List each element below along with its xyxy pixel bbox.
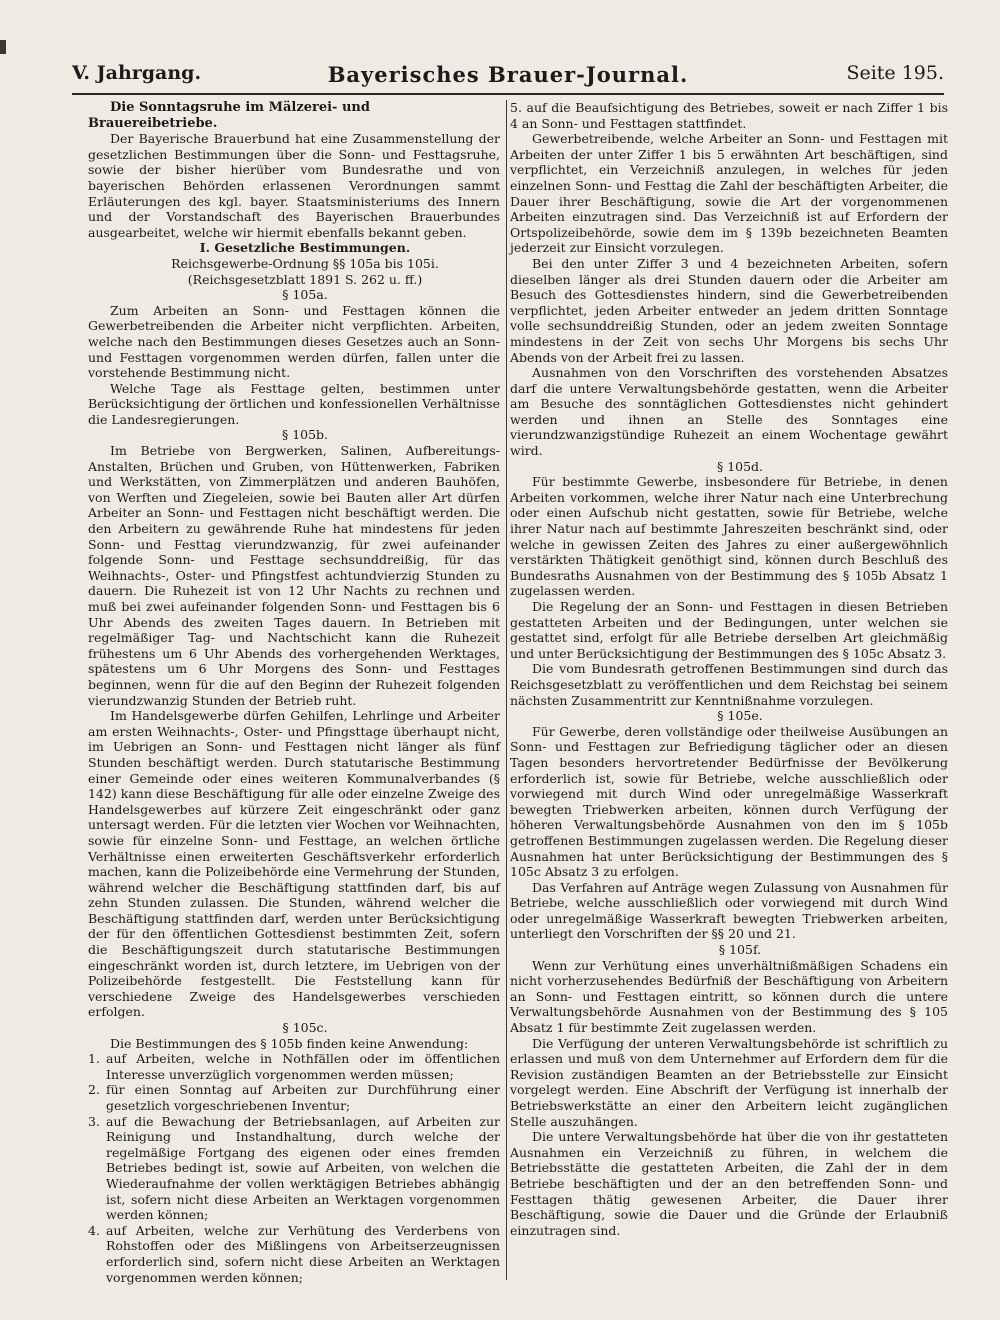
paragraph-105e-text-2: Das Verfahren auf Anträge wegen Zulassung von Ausnahmen für Betriebe, welche ausschließlich oder vorwiegend mit durch Wind oder unregelmäßige Wasserkraft bewegten Triebwerken arbeiten, unterliegt den Vorschriften der §§ 20 und 21. — [510, 879, 948, 942]
page-header — [72, 62, 944, 90]
paragraph-105d-text-2: Die Regelung der an Sonn- und Festtagen in diesen Betrieben gestatteten Arbeiten und der Bedingungen, unter welchen sie gestattet sind, erfolgt für alle Betriebe derselben Art gleichmäßig und unter Berücksichtigung der Bestimmungen des § 105c Absatz 3. — [510, 599, 948, 661]
list-item-text: für einen Sonntag auf Arbeiten zur Durchführung einer gesetzlich vorgeschriebenen Inventur; — [106, 1082, 500, 1113]
list-item-text: auf Arbeiten, welche zur Verhütung des Verderbens von Rohstoffen oder des Mißlingens von Arbeitserzeugnissen erforderlich sind, sofern nicht diese Arbeiten an Werktagen vorgenommen werden können; — [106, 1222, 500, 1285]
intro-paragraph: Der Bayerische Brauerbund hat eine Zusammenstellung der gesetzlichen Bestimmungen über die Sonn- und Festtagsruhe, sowie der bisher hierüber vom Bundesrathe und von bayerischen Behörden erlassenen Verordnungen sammt Erläuterungen des kgl. bayer. Staatsministeriums des Innern und der Vorstandschaft des Bayerischen Brauerbundes ausgearbeitet, welche wir hiermit ebenfalls bekannt geben. — [88, 131, 500, 240]
paragraph-105f-text-1: Wenn zur Verhütung eines unverhältnißmäßigen Schadens ein nicht vorherzusehendes Bedürfniß der Beschäftigung von Arbeitern an Sonn- und Festtagen eintritt, so können durch die untere Verwaltungsbehörde Ausnahmen von der Bestimmung des § 105 Absatz 1 für bestimmte Zeit zugelassen werden. — [510, 957, 948, 1036]
paragraph-105e-text-1: Für Gewerbe, deren vollständige oder theilweise Ausübungen an Sonn- und Festtagen zur Befriedigung täglicher oder an diesen Tagen besonders hervortretender Bedürfnisse der Bevölkerung erforderlich ist, sowie für Betriebe, welche ausschließlich oder vorwiegend mit durch Wind oder unregelmäßige Wasserkraft bewegten Triebwerken arbeiten, können durch Verfügung der höheren Verwaltungsbehörde Ausnahmen von den im § 105b getroffenen Bestimmungen zugelassen werden. Die Regelung dieser Ausnahmen hat unter Berücksichtigung der Bestimmungen des § 105c Absatz 3 zu erfolgen. — [510, 723, 948, 880]
list-item-text: auf Arbeiten, welche in Nothfällen oder im öffentlichen Interesse unverzüglich vorgenommen werden müssen; — [106, 1051, 500, 1082]
list-item-number: 2. — [88, 1082, 100, 1098]
paragraph-105f-heading: § 105f. — [718, 942, 762, 958]
paragraph-105c-text-3: Ausnahmen von den Vorschriften des vorstehenden Absatzes darf die untere Verwaltungsbehörde gestatten, wenn die Arbeiter am Besuche des sonntäglichen Gottesdienstes nicht gehindert werden und ihnen an Stelle des Sonntages eine vierundzwanzigstündige Ruhezeit an einem Wochentage gewährt wird. — [510, 365, 948, 459]
article-title: Die Sonntagsruhe im Mälzerei- und Brauereibetriebe. — [88, 100, 370, 131]
paragraph-105c-text-1: Gewerbetreibende, welche Arbeiter an Sonn- und Festtagen mit Arbeiten der unter Ziffer 1 bis 5 erwähnten Art beschäftigen, sind verpflichtet, ein Verzeichniß anzulegen, in welches für jeden einzelnen Sonn- und Festtag die Zahl der beschäftigten Arbeiter, die Dauer ihrer Beschäftigung, sowie die Art der vorgenommenen Arbeiten einzutragen sind. Das Verzeichniß ist auf Erfordern der Ortspolizeibehörde, sowie dem im § 139b bezeichneten Beamten jederzeit zur Einsicht vorzulegen. — [510, 131, 948, 256]
journal-title: Bayerisches Brauer-Journal. — [327, 62, 689, 87]
paragraph-105c-intro: Die Bestimmungen des § 105b finden keine Anwendung: — [110, 1035, 469, 1051]
paragraph-105f-text-2: Die Verfügung der unteren Verwaltungsbehörde ist schriftlich zu erlassen und muß von dem Unternehmer auf Erfordern dem für die Revision zuständigen Beamten an der Betriebsstelle zur Einsicht vorgelegt werden. Eine Abschrift der Verfügung ist innerhalb der Betriebswerkstätte an einer den Arbeitern leicht zugänglichen Stelle auszuhängen. — [510, 1035, 948, 1129]
left-column — [88, 100, 500, 1285]
paragraph-105b-heading: § 105b. — [281, 427, 329, 443]
volume-label: V. Jahrgang. — [72, 62, 202, 84]
right-column — [510, 100, 948, 1238]
list-item-number: 3. — [88, 1113, 100, 1129]
paragraph-105b-text-1: Im Betriebe von Bergwerken, Salinen, Aufbereitungs-Anstalten, Brüchen und Gruben, von Hüttenwerken, Fabriken und Werkstätten, von Zimmerplätzen und anderen Bauhöfen, von Werften und Ziegeleien, sowie bei Bauten aller Art dürfen Arbeiter an Sonn- und Festtagen nicht beschäftigt werden. Die den Arbeitern zu gewährende Ruhe hat mindestens für jeden Sonn- und Festtag vierundzwanzig, für zwei aufeinander folgende Sonn- und Festtage sechsunddreißig, für das Weihnachts-, Oster- und Pfingstfest achtundvierzig Stunden zu dauern. Die Ruhezeit ist von 12 Uhr Nachts zu rechnen und muß bei zwei aufeinander folgenden Sonn- und Festtagen bis 6 Uhr Abends des zweiten Tages dauern. In Betrieben mit regelmäßiger Tag- und Nachtschicht kann die Ruhezeit frühestens um 6 Uhr Abends des vorhergehenden Werktages, spätestens um 6 Uhr Morgens des Sonn- und Festtages beginnen, wenn für die auf den Beginn der Ruhezeit folgenden vierundzwanzig Stunden der Betrieb ruht. — [88, 443, 500, 708]
list-item-number: 4. — [88, 1222, 100, 1238]
paragraph-105c-text-2: Bei den unter Ziffer 3 und 4 bezeichneten Arbeiten, sofern dieselben länger als drei Stunden dauern oder die Arbeiter am Besuch des Gottesdienstes hindern, sind die Gewerbetreibenden verpflichtet, jeden Arbeiter entweder an jedem dritten Sonntage volle sechsunddreißig Stunden, oder an jedem zweiten Sonntage mindestens in der Zeit von sechs Uhr Morgens bis sechs Uhr Abends von der Arbeit frei zu lassen. — [510, 255, 948, 365]
list-item-number: 1. — [88, 1051, 100, 1067]
paragraph-105d-text-3: Die vom Bundesrath getroffenen Bestimmungen sind durch das Reichsgesetzblatt zu veröffentlichen und dem Reichstag bei seinem nächsten Zusammentritt zur Kenntnißnahme vorzulegen. — [510, 661, 948, 708]
law-reference: (Reichsgesetzblatt 1891 S. 262 u. ff.) — [187, 271, 423, 287]
paragraph-105a-heading: § 105a. — [282, 287, 328, 303]
paragraph-105a-text-1: Zum Arbeiten an Sonn- und Festtagen können die Gewerbetreibenden die Arbeiter nicht verpflichten. Arbeiten, welche nach den Bestimmungen dieses Gesetzes auch an Sonn- und Festtagen vorgenommen werden dürfen, fallen unter die vorstehende Bestimmung nicht. — [88, 302, 500, 381]
paragraph-105c-heading: § 105c. — [282, 1020, 328, 1036]
column-divider — [506, 100, 507, 1280]
page-number: Seite 195. — [846, 62, 944, 84]
paragraph-105e-heading: § 105e. — [717, 708, 763, 724]
paragraph-105b-text-2: Im Handelsgewerbe dürfen Gehilfen, Lehrlinge und Arbeiter am ersten Weihnachts-, Oster- und Pfingsttage überhaupt nicht, im Uebrigen an Sonn- und Festtagen nicht länger als fünf Stunden beschäftigt werden. Durch statutarische Bestimmung einer Gemeinde oder eines weiteren Kommunalverbandes (§ 142) kann diese Beschäftigung für alle oder einzelne Zweige des Handelsgewerbes auf kürzere Zeit eingeschränkt oder ganz untersagt werden. Für die letzten vier Wochen vor Weihnachten, sowie für einzelne Sonn- und Festtage, an welchen örtliche Verhältnisse einen erweiterten Geschäftsverkehr erforderlich machen, kann die Polizeibehörde eine Vermehrung der Stunden, während welcher die Beschäftigung stattfinden darf, bis auf zehn Stunden zulassen. Die Stunden, während welcher die Beschäftigung stattfinden darf, werden unter Berücksichtigung der für den öffentlichen Gottesdienst bestimmten Zeit, sofern die Beschäftigungszeit durch statutarische Bestimmungen eingeschränkt worden ist, durch letztere, im Uebrigen von der Polizeibehörde festgestellt. Die Feststellung kann für verschiedene Zweige des Handelsgewerbes verschieden erfolgen. — [88, 708, 500, 1020]
list-item — [88, 1051, 500, 1082]
header-rule — [72, 93, 944, 95]
page-edge-mark — [0, 40, 6, 54]
law-subtitle: Reichsgewerbe-Ordnung §§ 105a bis 105i. — [171, 255, 439, 271]
section-heading: I. Gesetzliche Bestimmungen. — [199, 240, 411, 256]
list-item — [88, 1082, 500, 1113]
list-item — [88, 1223, 500, 1285]
paragraph-105d-text-1: Für bestimmte Gewerbe, insbesondere für Betriebe, in denen Arbeiten vorkommen, welche ihrer Natur nach eine Unterbrechung oder einen Aufschub nicht gestatten, sowie für Betriebe, welche ihrer Natur nach auf bestimmte Jahreszeiten beschränkt sind, oder welche in gewissen Zeiten des Jahres zu einer außergewöhnlich verstärkten Thätigkeit genöthigt sind, können durch Beschluß des Bundesraths Ausnahmen von der Bestimmung des § 105b Absatz 1 zugelassen werden. — [510, 474, 948, 599]
paragraph-105a-text-2: Welche Tage als Festtage gelten, bestimmen unter Berücksichtigung der örtlichen und konfessionellen Verhältnisse die Landesregierungen. — [88, 380, 500, 427]
paragraph-105d-heading: § 105d. — [716, 458, 764, 474]
list-item — [88, 1114, 500, 1223]
list-item-5: 5. auf die Beaufsichtigung des Betriebes, soweit er nach Ziffer 1 bis 4 an Sonn- und Festtagen stattfindet. — [510, 100, 948, 131]
list-item-text: auf die Bewachung der Betriebsanlagen, auf Arbeiten zur Reinigung und Instandhaltung, durch welche der regelmäßige Fortgang des eigenen oder eines fremden Betriebes bedingt ist, sowie auf Arbeiten, von welchen die Wiederaufnahme der vollen werktägigen Betriebes abhängig ist, sofern nicht diese Arbeiten an Werktagen vorgenommen werden können; — [106, 1113, 500, 1223]
paragraph-105f-text-3: Die untere Verwaltungsbehörde hat über die von ihr gestatteten Ausnahmen ein Verzeichniß zu führen, in welchem die Betriebsstätte die gestatteten Arbeiten, die Zahl der in dem Betriebe beschäftigten und der an den betreffenden Sonn- und Festtagen thätig gewesenen Arbeiter, die Dauer ihrer Beschäftigung, sowie die Dauer und die Gründe der Erlaubniß einzutragen sind. — [510, 1129, 948, 1238]
